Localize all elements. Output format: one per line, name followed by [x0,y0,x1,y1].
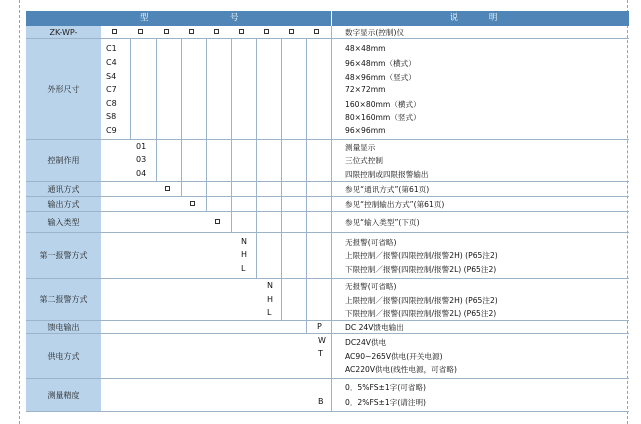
accuracy-description: 0．2%FS±1字(请注明) [345,398,427,407]
code-slot-box [112,29,117,34]
second-alarm-code: L [267,308,272,317]
second-alarm-code: H [267,295,274,304]
feed-output-code: P [317,322,322,331]
code-slot-box [189,29,194,34]
input-type-slot-box [215,219,220,224]
power-supply-code: T [318,349,323,358]
grid-line [26,333,629,334]
code-slot-box [289,29,294,34]
grid-line [26,38,629,39]
second-alarm-code: N [267,281,273,290]
header-model-char-1: 型 [140,13,149,23]
description-column-divider [331,26,332,39]
communication-slot-box [165,186,170,191]
size-code: C4 [106,58,117,67]
control-code: 03 [136,155,147,164]
control-code: 01 [136,142,147,151]
size-description: 48×48mm [345,44,386,53]
column-divider [206,39,207,211]
label-accuracy: 测量精度 [26,379,101,411]
size-description: 160×80mm（横式） [345,100,421,109]
communication-description: 参见“通讯方式”(第61页) [345,185,430,194]
grid-line [26,378,629,379]
column-divider [281,39,282,320]
feed-output-description: DC 24V馈电输出 [345,323,404,332]
label-communication: 通讯方式 [26,182,101,196]
power-supply-description: AC220V供电(线性电源，可省略) [345,365,457,374]
second-alarm-description: 上限控制／报警(四限控制/报警2H) (P65注2) [345,296,498,305]
power-supply-code: W [318,336,326,345]
code-slot-box [239,29,244,34]
label-output-mode: 输出方式 [26,197,101,211]
size-description: 96×96mm [345,126,386,135]
input-type-description: 参见“输入类型”(下页) [345,218,420,227]
grid-line [26,211,629,212]
label-power-supply: 供电方式 [26,334,101,378]
header-model-cell [26,11,331,26]
power-supply-description: DC24V供电 [345,338,387,347]
left-dashed-margin [19,0,20,424]
grid-line [26,278,629,279]
column-divider [331,39,332,411]
code-slot-box [164,29,169,34]
code-slot-box [264,29,269,34]
header-model-char-2: 号 [230,13,239,23]
first-alarm-code: N [241,237,247,246]
second-alarm-description: 无报警(可省略) [345,282,397,291]
control-code: 04 [136,169,147,178]
size-description: 80×160mm（竖式） [345,113,421,122]
size-code: S8 [106,112,117,121]
power-supply-description: AC90~265V供电(开关电源) [345,352,443,361]
size-code: C7 [106,85,117,94]
output-description: 参见“控制输出方式”(第61页) [345,200,445,209]
label-feed-output: 馈电输出 [26,321,101,333]
first-alarm-code: L [241,264,246,273]
accuracy-code: B [318,397,324,406]
column-divider [231,39,232,232]
accuracy-description: 0．5%FS±1字(可省略) [345,383,427,392]
header-description-cell [332,11,629,26]
size-code: S4 [106,72,117,81]
second-alarm-description: 下限控制／报警(四限控制/报警2L) (P65注2) [345,309,497,318]
grid-line [26,411,629,412]
prefix-description: 数字显示(控制)仪 [345,28,405,37]
label-control-function: 控制作用 [26,140,101,181]
prefix-code-cell [26,26,101,38]
model-selection-table [26,11,629,411]
column-divider [130,39,131,139]
grid-line [26,232,629,233]
size-description: 96×48mm（横式） [345,59,416,68]
grid-line [26,196,629,197]
column-divider [156,39,157,181]
first-alarm-description: 下限控制／报警(四限控制/报警2L) (P65注2) [345,265,497,274]
label-second-alarm: 第二报警方式 [26,279,101,320]
control-description: 三位式控制 [345,156,383,165]
code-slot-box [138,29,143,34]
code-slot-box [214,29,219,34]
label-first-alarm: 第一报警方式 [26,233,101,278]
output-slot-box [190,201,195,206]
prefix-code: ZK-WP- [49,27,78,37]
column-divider [181,39,182,196]
grid-line [26,139,629,140]
size-code: C9 [106,126,117,135]
grid-line [26,320,629,321]
size-code: C8 [106,99,117,108]
column-divider [306,39,307,333]
header-description: 说 明 [449,13,512,23]
control-description: 测量显示 [345,143,376,152]
label-size: 外形尺寸 [26,39,101,139]
size-description: 72×72mm [345,85,386,94]
first-alarm-description: 上限控制／报警(四限控制/报警2H) (P65注2) [345,251,498,260]
code-slot-box [314,29,319,34]
control-description: 四限控制或四限报警输出 [345,170,429,179]
grid-line [26,181,629,182]
size-code: C1 [106,44,117,53]
size-description: 48×96mm（竖式） [345,73,416,82]
label-input-type: 输入类型 [26,212,101,232]
first-alarm-description: 无报警(可省略) [345,238,397,247]
column-divider [256,39,257,278]
first-alarm-code: H [241,250,248,259]
